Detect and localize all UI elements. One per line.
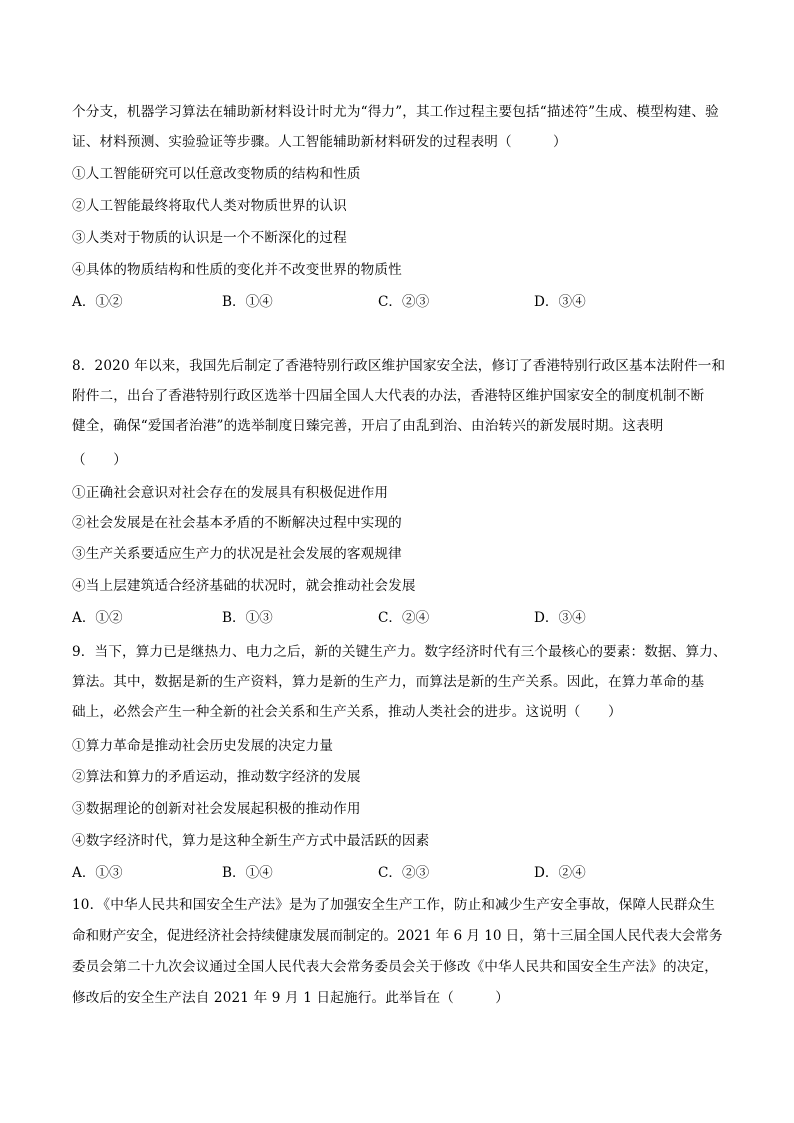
q9-choice-b[interactable]: B．①④ [222, 865, 273, 881]
q7-option-4: ④具体的物质结构和性质的变化并不改变世界的物质性 [72, 262, 402, 278]
q9-stem-line-2: 算法。其中，数据是新的生产资料，算力是新的生产力，而算法是新的生产关系。因此，在算力革命的基 [72, 674, 705, 690]
q8-option-4: ④当上层建筑适合经济基础的状况时，就会推动社会发展 [72, 578, 416, 594]
q7-option-1: ①人工智能研究可以任意改变物质的结构和性质 [72, 166, 361, 182]
q7-stem-line-1: 个分支，机器学习算法在辅助新材料设计时尤为“得力”，其工作过程主要包括“描述符”生成、模型构建、验 [72, 104, 719, 120]
q8-option-2: ②社会发展是在社会基本矛盾的不断解决过程中实现的 [72, 515, 402, 531]
q8-choice-b[interactable]: B．①③ [222, 610, 273, 626]
q7-choice-c[interactable]: C．②③ [378, 294, 430, 310]
q8-stem-line-1: 8．2020 年以来，我国先后制定了香港特别行政区维护国家安全法，修订了香港特别行政区基本法附件一和 [72, 358, 726, 374]
q9-stem-line-3: 础上，必然会产生一种全新的社会关系和生产关系，推动人类社会的进步。这说明（ ） [72, 704, 622, 720]
q8-choice-c[interactable]: C．②④ [378, 610, 430, 626]
q9-stem-line-1: 9．当下，算力已是继热力、电力之后，新的关键生产力。数字经济时代有三个最核心的要素：数据、算力、 [72, 644, 727, 660]
q7-option-2: ②人工智能最终将取代人类对物质世界的认识 [72, 198, 347, 214]
q9-option-3: ③数据理论的创新对社会发展起积极的推动作用 [72, 801, 361, 817]
q7-stem-line-2: 证、材料预测、实验验证等步骤。人工智能辅助新材料研发的过程表明（ ） [72, 134, 567, 150]
q7-option-3: ③人类对于物质的认识是一个不断深化的过程 [72, 230, 347, 246]
q8-choice-a[interactable]: A．①② [72, 610, 123, 626]
q8-choice-d[interactable]: D．③④ [534, 610, 586, 626]
q9-choice-c[interactable]: C．②③ [378, 865, 430, 881]
q10-stem-line-1: 10．《中华人民共和国安全生产法》是为了加强安全生产工作，防止和减少生产安全事故，保障人民群众生 [72, 897, 716, 913]
q7-choice-b[interactable]: B．①④ [222, 294, 273, 310]
q10-stem-line-4: 修改后的安全生产法自 2021 年 9 月 1 日起施行。此举旨在（ ） [72, 990, 509, 1006]
q8-option-1: ①正确社会意识对社会存在的发展具有积极促进作用 [72, 485, 389, 501]
q8-option-3: ③生产关系要适应生产力的状况是社会发展的客观规律 [72, 546, 402, 562]
q10-stem-line-2: 命和财产安全，促进经济社会持续健康发展而制定的。2021 年 6 月 10 日，第十三届全国人民代表大会常务 [72, 928, 723, 944]
q9-option-2: ②算法和算力的矛盾运动，推动数字经济的发展 [72, 769, 361, 785]
q10-stem-line-3: 委员会第二十九次会议通过全国人民代表大会常务委员会关于修改《中华人民共和国安全生产法》的决定， [72, 959, 718, 975]
q7-choice-d[interactable]: D．③④ [534, 294, 586, 310]
q7-choice-a[interactable]: A．①② [72, 294, 123, 310]
q9-choice-a[interactable]: A．①③ [72, 865, 123, 881]
q9-choice-d[interactable]: D．②④ [534, 865, 586, 881]
q9-option-4: ④数字经济时代，算力是这种全新生产方式中最活跃的因素 [72, 833, 430, 849]
q8-stem-line-4: （ ） [72, 452, 127, 468]
q9-option-1: ①算力革命是推动社会历史发展的决定力量 [72, 738, 334, 754]
q8-stem-line-2: 附件二，出台了香港特别行政区选举十四届全国人大代表的办法，香港特区维护国家安全的制度机制不断 [72, 388, 705, 404]
q8-stem-line-3: 健全，确保“爱国者治港”的选举制度日臻完善，开启了由乱到治、由治转兴的新发展时期。这表明 [72, 418, 664, 434]
